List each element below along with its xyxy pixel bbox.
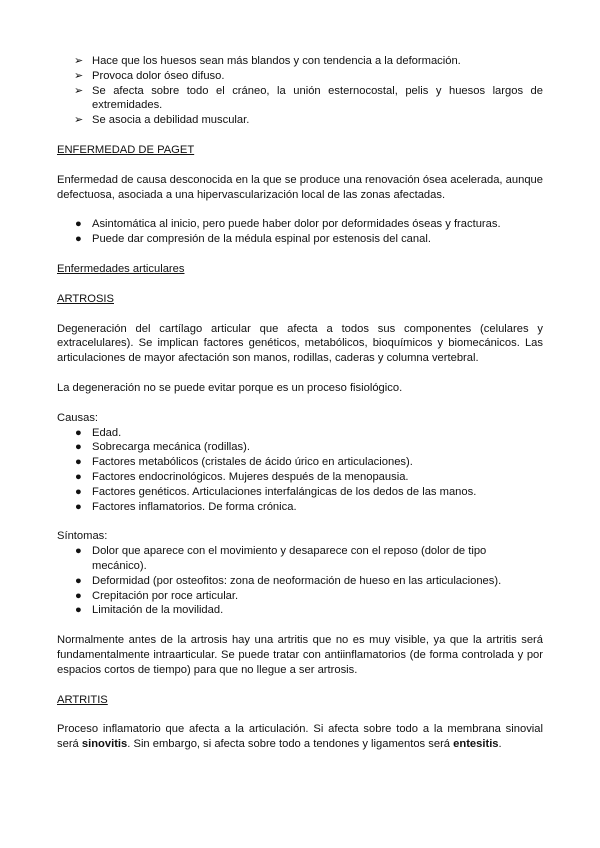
artritis-heading: ARTRITIS [57,693,108,706]
list-item: ● Dolor que aparece con el movimiento y desaparece con el reposo (dolor de tipo mecánico). [75,545,487,572]
sintomas-label: Síntomas: [57,530,108,543]
list-item: ● Factores inflamatorios. De forma crónica. [75,500,297,513]
articulares-heading: Enfermedades articulares [57,262,185,275]
paget-bullets [57,217,543,247]
arrow-bullet-icon: ➢ [74,114,84,127]
list-item: ➢ Hace que los huesos sean más blandos y con tendencia a la deformación. [74,55,461,67]
bullet-icon: ● [75,426,82,439]
intro-list [57,54,543,128]
bullet-icon: ● [75,604,82,617]
bullet-icon: ● [75,456,82,469]
bullet-icon: ● [75,470,82,483]
sintomas-list [57,544,543,618]
artrosis-paragraph-3: Normalmente antes de la artrosis hay una artritis que no es muy visible, ya que la artritis será fundamentalmente intraarticular. Se puede tratar con antiinflamatorios (de forma controlada y por espacios cortos de tiempo) para que no llegue a ser artrosis. [57,634,543,676]
artritis-paragraph: Proceso inflamatorio que afecta a la articulación. Si afecta sobre todo a la membrana sinovial será sinovitis. Sin embargo, si afecta sobre todo a tendones y ligamentos será entesitis. [57,723,543,751]
list-item: ● Deformidad (por osteofitos: zona de neoformación de hueso en las articulaciones). [75,574,502,587]
bullet-icon: ● [75,545,82,558]
list-item: ● Puede dar compresión de la médula espinal por estenosis del canal. [75,233,431,246]
list-item: ● Factores endocrinológicos. Mujeres después de la menopausia. [75,470,409,483]
bullet-icon: ● [75,233,82,246]
causas-list [57,426,543,515]
arrow-bullet-icon: ➢ [74,69,84,82]
artrosis-paragraph-1: Degeneración del cartílago articular que afecta a todos sus componentes (celulares y extracelulares). Se implican factores genéticos, metabólicos, bioquímicos y biomecánicos. Las articulaciones de mayor afectación son manos, rodillas, caderas y columna vertebral. [57,322,543,365]
artrosis-paragraph-2: La degeneración no se puede evitar porque es un proceso fisiológico. [57,381,403,394]
bullet-icon: ● [75,218,82,231]
term-sinovitis: sinovitis [81,738,128,751]
list-item: ● Factores genéticos. Articulaciones interfalángicas de los dedos de las manos. [75,485,477,498]
list-item: ● Asintomática al inicio, pero puede haber dolor por deformidades óseas y fracturas. [75,218,501,231]
term-entesitis: entesitis [453,738,499,751]
artrosis-heading: ARTROSIS [57,292,114,305]
list-item: ● Limitación de la movilidad. [75,604,224,617]
list-item: ➢ Provoca dolor óseo difuso. [74,69,225,82]
bullet-icon: ● [75,589,82,602]
list-item: ● Factores metabólicos (cristales de ácido úrico en articulaciones). [75,456,413,469]
list-item: ➢ Se asocia a debilidad muscular. [74,114,250,127]
bullet-icon: ● [75,574,82,587]
list-item: ● Edad. [75,426,122,439]
paget-paragraph: Enfermedad de causa desconocida en la que se produce una renovación ósea acelerada, aunque defectuosa, asociada a una hipervascularización local de las zonas afectadas. [57,173,543,201]
causas-label: Causas: [57,411,99,424]
document-content [57,54,543,752]
arrow-bullet-icon: ➢ [74,55,84,67]
list-item: ➢ Se afecta sobre todo el cráneo, la unión esternocostal, pelis y huesos largos de extremidades. [74,84,543,112]
paget-heading: ENFERMEDAD DE PAGET [57,143,195,156]
bullet-icon: ● [75,500,82,513]
bullet-icon: ● [75,485,82,498]
list-item: ● Sobrecarga mecánica (rodillas). [75,441,250,454]
bullet-icon: ● [75,441,82,454]
arrow-bullet-icon: ➢ [74,84,84,97]
list-item: ● Crepitación por roce articular. [75,589,239,602]
